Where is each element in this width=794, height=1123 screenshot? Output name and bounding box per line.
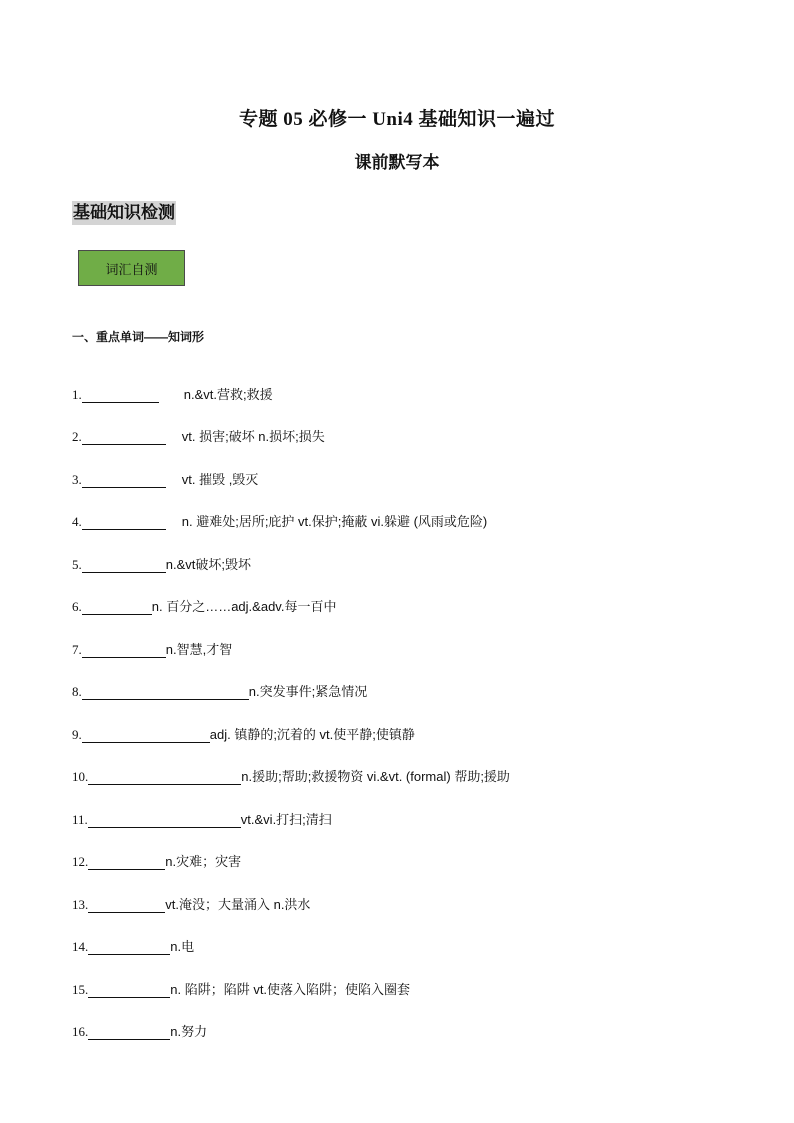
answer-blank[interactable] — [88, 983, 170, 998]
item-number: 14. — [72, 939, 89, 954]
item-number: 4. — [72, 514, 82, 529]
vocab-item — [72, 743, 762, 786]
item-definition: vt.淹没；大量涌入 n.洪水 — [165, 896, 311, 912]
vocab-item — [72, 998, 762, 1041]
answer-blank[interactable] — [82, 473, 166, 488]
item-number: 6. — [72, 599, 82, 614]
vocab-item — [72, 445, 762, 488]
item-definition: n. 避难处;居所;庇护 vt.保护;掩蔽 vi.躲避 (风雨或危险) — [181, 514, 488, 529]
item-number: 8. — [72, 684, 82, 699]
item-number: 12. — [72, 854, 89, 869]
answer-blank[interactable] — [82, 515, 166, 530]
answer-blank[interactable] — [88, 898, 165, 913]
section-heading: 基础知识检测 — [72, 201, 176, 225]
vocab-self-test-box — [78, 250, 185, 286]
answer-blank[interactable] — [82, 558, 166, 573]
answer-blank[interactable] — [82, 643, 166, 658]
item-number: 10. — [72, 769, 89, 784]
item-number: 16. — [72, 1024, 89, 1039]
item-definition: n.智慧,才智 — [165, 641, 233, 657]
answer-blank[interactable] — [82, 685, 249, 700]
item-definition: n. 陷阱；陷阱 vt.使落入陷阱；使陷入圈套 — [170, 981, 411, 997]
vocab-item — [72, 360, 762, 403]
vocab-item — [72, 488, 762, 531]
item-number: 1. — [72, 386, 82, 402]
item-definition: vt. 摧毁 ,毁灭 — [181, 471, 259, 487]
item-number: 3. — [72, 471, 82, 487]
item-number: 15. — [72, 981, 89, 997]
item-definition: n.&vt破坏;毁坏 — [165, 556, 251, 572]
answer-blank[interactable] — [88, 855, 165, 870]
vocab-item — [72, 530, 762, 573]
vocab-list — [72, 360, 762, 1040]
item-definition: n.电 — [170, 939, 195, 954]
vocab-item — [72, 658, 762, 701]
vocab-item — [72, 403, 762, 446]
item-number: 5. — [72, 556, 82, 572]
item-definition: vt.&vi.打扫;清扫 — [240, 811, 332, 827]
item-number: 13. — [72, 896, 89, 912]
item-definition: adj. 镇静的;沉着的 vt.使平静;使镇静 — [209, 726, 415, 742]
answer-blank[interactable] — [88, 770, 241, 785]
item-definition: n. 百分之……adj.&adv.每一百中 — [151, 599, 337, 614]
vocab-item — [72, 700, 762, 743]
item-number: 7. — [72, 641, 82, 657]
item-number: 11. — [72, 811, 88, 827]
vocab-item — [72, 573, 762, 616]
vocab-item — [72, 955, 762, 998]
item-definition: n.突发事件;紧急情况 — [248, 684, 368, 699]
item-number: 2. — [72, 429, 82, 444]
vocab-item — [72, 913, 762, 956]
item-definition: n.努力 — [170, 1024, 208, 1039]
item-number: 9. — [72, 726, 82, 742]
answer-blank[interactable] — [88, 813, 241, 828]
page-title: 专题 05 必修一 Uni4 基础知识一遍过 — [238, 109, 556, 130]
vocab-item — [72, 870, 762, 913]
vocab-item — [72, 828, 762, 871]
item-definition: n.&vt.营救;救援 — [183, 386, 273, 402]
answer-blank[interactable] — [82, 430, 166, 445]
vocab-item — [72, 785, 762, 828]
answer-blank[interactable] — [82, 388, 159, 403]
answer-blank[interactable] — [88, 940, 170, 955]
vocab-item — [72, 615, 762, 658]
vocab-self-test-label: 词汇自测 — [105, 261, 158, 277]
page-subtitle: 课前默写本 — [354, 153, 440, 172]
part-heading: 一、重点单词——知词形 — [72, 330, 205, 344]
answer-blank[interactable] — [82, 600, 152, 615]
answer-blank[interactable] — [82, 728, 210, 743]
item-definition: vt. 损害;破坏 n.损坏;损失 — [181, 429, 325, 444]
item-definition: n.灾难；灾害 — [165, 854, 242, 869]
item-definition: n.援助;帮助;救援物资 vi.&vt. (formal) 帮助;援助 — [241, 769, 510, 784]
answer-blank[interactable] — [88, 1025, 170, 1040]
